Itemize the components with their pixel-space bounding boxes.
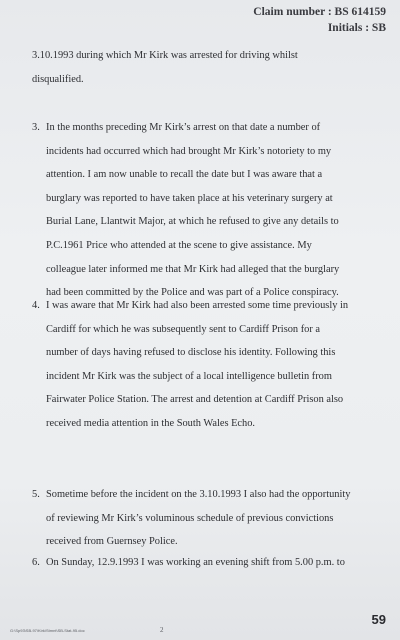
page-number: 59: [371, 612, 386, 627]
paragraph-line: Fairwater Police Station. The arrest and detention at Cardiff Prison also: [46, 394, 344, 406]
paragraph-line: I was aware that Mr Kirk had also been arrested some time previously in: [46, 300, 349, 311]
paragraph-4: [32, 294, 382, 436]
paragraph-line: burglary was reported to have taken place at his veterinary surgery at: [46, 192, 333, 204]
paragraph-5: [32, 483, 382, 554]
paragraph-line: Cardiff for which he was subsequently sent to Cardiff Prison for a: [46, 323, 321, 335]
paragraph-number: 4.: [32, 300, 40, 311]
paragraph-line: 3.10.1993 during which Mr Kirk was arrested for driving whilst: [32, 50, 298, 61]
paragraph-line: received media attention in the South Wales Echo.: [46, 417, 256, 429]
paragraph-line: received from Guernsey Police.: [46, 536, 178, 548]
document-header: [253, 4, 386, 36]
paragraph-line: P.C.1961 Price who attended at the scene to give assistance. My: [46, 239, 312, 251]
continuation-paragraph: [32, 44, 362, 91]
paragraph-number: 5.: [32, 489, 40, 500]
paragraph-number: 3.: [32, 122, 40, 133]
paragraph-line: Sometime before the incident on the 3.10.1993 I also had the opportunity: [46, 489, 351, 500]
claim-number: Claim number : BS 614159: [253, 6, 386, 18]
paragraph-line: of reviewing Mr Kirk’s voluminous schedule of previous convictions: [46, 512, 334, 524]
paragraph-3: [32, 116, 382, 305]
paragraph-line: incident Mr Kirk was the subject of a local intelligence bulletin from: [46, 370, 332, 382]
paragraph-line: number of days having refused to disclose his identity. Following this: [46, 347, 336, 359]
footer-page-marker: 2: [160, 626, 164, 634]
paragraph-line: incidents had occurred which had brought Mr Kirk’s notoriety to my: [46, 145, 332, 157]
paragraph-number: 6.: [32, 557, 40, 568]
paragraph-line: colleague later informed me that Mr Kirk had alleged that the burglary: [46, 263, 340, 275]
initials: Initials : SB: [327, 22, 386, 34]
paragraph-line: On Sunday, 12.9.1993 I was working an evening shift from 5.00 p.m. to: [46, 557, 345, 568]
footer-document-code: G:\Sp93\SB-97\Kirk\Stmnt\SB-Stat-95.doc: [10, 628, 85, 633]
paragraph-6: [32, 551, 382, 575]
paragraph-line: Burial Lane, Llantwit Major, at which he refused to give any details to: [46, 216, 339, 228]
paragraph-line: had been committed by the Police and was part of a Police conspiracy.: [46, 287, 339, 299]
paragraph-line: attention. I am now unable to recall the date but I was aware that a: [46, 169, 323, 181]
paragraph-line: In the months preceding Mr Kirk’s arrest on that date a number of: [46, 122, 321, 133]
paragraph-line: disqualified.: [32, 73, 84, 85]
